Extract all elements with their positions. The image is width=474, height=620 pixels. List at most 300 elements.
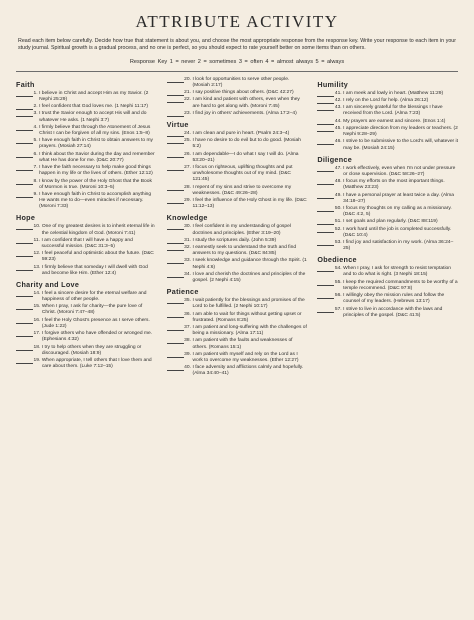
section-title: Faith xyxy=(16,79,35,89)
item-text: I am meek and lowly in heart. (Matthew 11:29) xyxy=(343,90,444,96)
item-number: 28. xyxy=(184,184,191,190)
item-number: 41. xyxy=(334,90,342,96)
item-number: 33. xyxy=(184,258,191,264)
list-item xyxy=(16,304,157,316)
item-text: I work hard until the job is completed successfully. (D&C 10:4) xyxy=(343,226,452,238)
item-text: I feel the Holy Ghost's presence as I serve others. (Jude 1:22) xyxy=(41,317,150,329)
item-text: When I pray, I ask for strength to resist temptation and to do what is right. (3 Nephi 18:15) xyxy=(343,266,451,278)
response-blank[interactable] xyxy=(167,131,193,137)
item-text: I have no desire to do evil but to do good. (Mosiah 5:2) xyxy=(192,138,301,150)
list-item xyxy=(167,224,308,236)
list-item xyxy=(16,265,157,277)
response-blank[interactable] xyxy=(16,224,42,236)
answer-line[interactable] xyxy=(317,307,334,313)
section xyxy=(16,213,157,277)
item-number: 29. xyxy=(184,198,191,204)
item-number: 39. xyxy=(184,351,191,357)
item-number: 36. xyxy=(184,311,191,317)
item-number: 17. xyxy=(33,331,41,337)
response-blank[interactable] xyxy=(167,185,193,197)
response-blank[interactable] xyxy=(16,192,39,210)
item-text: I know by the power of the Holy Ghost that the Book of Mormon is true. (Moroni 10:3–5) xyxy=(39,178,152,190)
item-number: 27. xyxy=(184,165,191,171)
item-text: I feel the influence of the Holy Ghost in my life. (D&C 11:12–13) xyxy=(192,198,307,210)
item-text: I set goals and plan regularly. (D&C 88:119) xyxy=(343,219,438,225)
section xyxy=(317,155,458,253)
item-text: I have enough faith in Christ to obtain answers to my prayers. (Mosiah 27:14) xyxy=(39,138,153,150)
item-number: 38. xyxy=(184,338,191,344)
item-number: 22. xyxy=(184,97,191,103)
item-text: I feel peaceful and optimistic about the future. (D&C 59:23) xyxy=(41,251,154,263)
list-item xyxy=(317,293,458,305)
item-number: 31. xyxy=(184,237,191,243)
response-blank[interactable] xyxy=(167,272,193,284)
item-text: I face adversity and afflictions calmly and hopefully. (Alma 34:40–41) xyxy=(192,365,304,377)
response-blank[interactable] xyxy=(317,193,343,205)
list-item xyxy=(167,165,308,183)
response-blank[interactable] xyxy=(16,345,42,357)
answer-line[interactable] xyxy=(16,138,33,144)
response-blank[interactable] xyxy=(167,338,193,350)
answer-line[interactable] xyxy=(16,152,33,158)
response-blank[interactable] xyxy=(167,198,193,210)
list-item xyxy=(317,179,458,191)
item-number: 50. xyxy=(334,205,342,211)
response-blank[interactable] xyxy=(16,104,39,110)
list-item xyxy=(16,91,157,103)
item-number: 18. xyxy=(33,344,41,350)
answer-line[interactable] xyxy=(16,304,33,310)
item-number: 1. xyxy=(33,90,38,96)
list-item xyxy=(167,298,308,310)
response-blank[interactable] xyxy=(317,126,343,138)
list-item xyxy=(16,291,157,303)
response-blank[interactable] xyxy=(16,179,39,191)
item-text: I trust the Savior enough to accept His will and do whatever He asks. (1 Nephi 3:7) xyxy=(39,111,147,123)
item-text: My prayers are earnest and sincere. (Enos 1:4) xyxy=(343,118,446,124)
list-item xyxy=(16,345,157,357)
list-item xyxy=(16,238,157,250)
item-number: 2. xyxy=(33,104,38,110)
answer-line[interactable] xyxy=(16,238,33,244)
item-text: I try to help others when they are struggling or discouraged. (Mosiah 18:9) xyxy=(41,344,142,356)
section xyxy=(317,80,458,152)
list-item xyxy=(16,104,157,110)
answer-line[interactable] xyxy=(317,139,334,145)
response-blank[interactable] xyxy=(317,105,343,117)
item-number: 24. xyxy=(184,131,191,137)
answer-line[interactable] xyxy=(167,272,184,278)
item-text: One of my greatest desires is to inherit eternal life in the celestial kingdom of God. (Moroni 7:41) xyxy=(41,224,155,236)
response-blank[interactable] xyxy=(16,152,39,164)
response-blank[interactable] xyxy=(16,304,42,316)
list-item xyxy=(167,77,308,89)
answer-line[interactable] xyxy=(16,345,33,351)
list-item xyxy=(167,152,308,164)
list-item xyxy=(167,352,308,364)
list-item xyxy=(317,98,458,104)
item-text: I repent of my sins and strive to overcome my weaknesses. (D&C 49:26–28) xyxy=(192,184,292,196)
list-item xyxy=(167,272,308,284)
item-text: I have a personal prayer at least twice a day. (Alma 34:18–27) xyxy=(343,192,454,204)
section-title: Diligence xyxy=(317,154,352,164)
answer-line[interactable] xyxy=(167,131,184,137)
item-text: I willingly obey the mission rules and follow the counsel of my leaders. (Hebrews 13:17) xyxy=(343,293,445,305)
response-blank[interactable] xyxy=(16,251,42,263)
answer-line[interactable] xyxy=(317,240,334,246)
list-item xyxy=(317,126,458,138)
item-number: 15. xyxy=(33,304,41,310)
list-item xyxy=(16,179,157,191)
item-number: 9. xyxy=(33,191,38,197)
list-item xyxy=(167,185,308,197)
item-number: 4. xyxy=(33,124,38,130)
item-number: 8. xyxy=(33,178,38,184)
response-blank[interactable] xyxy=(16,91,39,103)
list-item xyxy=(16,152,157,164)
columns xyxy=(16,77,458,381)
list-item xyxy=(167,198,308,210)
item-text: I believe in Christ and accept Him as my Savior. (2 Nephi 25:29) xyxy=(39,90,149,102)
answer-line[interactable] xyxy=(317,91,334,97)
list-item xyxy=(16,192,157,210)
item-text: I study the scriptures daily. (John 5:39) xyxy=(192,237,277,243)
answer-line[interactable] xyxy=(16,104,33,110)
section-title: Charity and Love xyxy=(16,279,80,289)
list-item xyxy=(317,266,458,278)
answer-line[interactable] xyxy=(16,224,33,230)
item-text: I strive to live in accordance with the laws and principles of the gospel. (D&C 41:5) xyxy=(343,306,443,318)
item-number: 57. xyxy=(334,306,342,312)
item-number: 3. xyxy=(33,111,38,117)
list-item xyxy=(167,97,308,109)
answer-line[interactable] xyxy=(167,325,184,331)
answer-line[interactable] xyxy=(16,331,33,337)
item-text: I earnestly seek to understand the truth and find answers to my questions. (D&C 84:85) xyxy=(192,245,297,257)
section xyxy=(167,120,308,210)
answer-line[interactable] xyxy=(317,166,334,172)
answer-line[interactable] xyxy=(167,224,184,230)
response-blank[interactable] xyxy=(167,352,193,364)
answer-line[interactable] xyxy=(167,77,184,83)
list-item xyxy=(317,219,458,225)
response-blank[interactable] xyxy=(167,245,193,257)
item-text: I am patient and long-suffering with the challenges of being a missionary. (Alma 17:11) xyxy=(192,324,307,337)
response-blank[interactable] xyxy=(16,125,39,137)
response-blank[interactable] xyxy=(16,318,42,330)
section xyxy=(16,280,157,370)
item-text: I work effectively, even when I'm not under pressure or close supervision. (D&C 58:26–27) xyxy=(343,165,456,177)
response-blank[interactable] xyxy=(317,119,343,125)
list-item xyxy=(16,358,157,370)
list-item xyxy=(16,318,157,330)
list-item xyxy=(317,91,458,97)
item-text: I feel confident that God loves me. (1 Nephi 11:17) xyxy=(39,104,149,110)
answer-line[interactable] xyxy=(317,219,334,225)
item-text: I find joy and satisfaction in my work. (Alma 36:24–25) xyxy=(343,239,454,252)
item-number: 12. xyxy=(33,251,41,257)
answer-line[interactable] xyxy=(16,165,33,171)
item-number: 11. xyxy=(33,237,40,243)
answer-line[interactable] xyxy=(167,90,184,96)
item-text: I am confident that I will have a happy and successful mission. (D&C 31:3–5) xyxy=(41,237,133,249)
response-blank[interactable] xyxy=(317,206,343,218)
answer-line[interactable] xyxy=(317,280,334,286)
section-title: Hope xyxy=(16,213,36,223)
item-number: 44. xyxy=(334,118,342,124)
response-blank[interactable] xyxy=(317,179,343,191)
answer-line[interactable] xyxy=(167,152,184,158)
item-text: I rely on the Lord for help. (Alma 26:12) xyxy=(343,98,429,104)
response-blank[interactable] xyxy=(167,165,193,183)
answer-line[interactable] xyxy=(167,298,184,304)
item-number: 14. xyxy=(33,290,41,296)
response-blank[interactable] xyxy=(317,307,343,319)
answer-line[interactable] xyxy=(167,365,184,371)
item-text: I feel confident in my understanding of gospel doctrines and principles. (Ether 3:19–20) xyxy=(192,224,291,236)
answer-line[interactable] xyxy=(16,358,33,364)
response-blank[interactable] xyxy=(167,90,193,96)
item-text: I am dependable—I do what I say I will do. (Alma 53:20–21) xyxy=(192,151,299,163)
item-number: 40. xyxy=(184,365,191,371)
response-blank[interactable] xyxy=(167,325,193,337)
response-blank[interactable] xyxy=(16,238,41,250)
item-number: 7. xyxy=(33,165,38,171)
section-title: Patience xyxy=(166,287,199,297)
answer-line[interactable] xyxy=(167,238,184,244)
response-blank[interactable] xyxy=(16,291,42,303)
answer-line[interactable] xyxy=(167,352,184,358)
list-item xyxy=(317,280,458,292)
answer-line[interactable] xyxy=(167,338,184,344)
list-item xyxy=(167,111,308,117)
section xyxy=(167,77,308,117)
item-number: 32. xyxy=(184,245,191,251)
list-item xyxy=(16,111,157,123)
answer-line[interactable] xyxy=(16,291,33,297)
item-text: I am patient with myself and rely on the Lord as I work to overcome my weaknesses. (Ether 12:27) xyxy=(192,351,299,363)
response-blank[interactable] xyxy=(167,111,193,117)
response-blank[interactable] xyxy=(16,138,39,150)
answer-line[interactable] xyxy=(317,105,334,111)
list-item xyxy=(317,193,458,205)
list-item xyxy=(317,307,458,319)
response-blank[interactable] xyxy=(317,98,343,104)
item-number: 49. xyxy=(334,192,342,198)
column-2 xyxy=(167,77,308,381)
answer-line[interactable] xyxy=(167,185,184,191)
item-number: 56. xyxy=(334,293,342,299)
item-text: I feel a sincere desire for the eternal welfare and happiness of other people. xyxy=(41,290,147,303)
response-blank[interactable] xyxy=(167,97,193,109)
response-blank[interactable] xyxy=(317,240,343,252)
list-item xyxy=(167,312,308,324)
list-item xyxy=(16,331,157,343)
item-text: I find joy in others' achievements. (Alma 17:2–4) xyxy=(192,110,297,116)
section-title: Knowledge xyxy=(166,213,208,223)
response-blank[interactable] xyxy=(167,224,193,236)
item-number: 55. xyxy=(334,279,342,285)
list-item xyxy=(317,227,458,239)
list-item xyxy=(317,206,458,218)
item-text: I am clean and pure in heart. (Psalm 24:3–4) xyxy=(192,131,290,137)
page-title: ATTRIBUTE ACTIVITY xyxy=(135,12,339,31)
list-item xyxy=(167,245,308,257)
response-blank[interactable] xyxy=(167,152,193,164)
item-text: I focus my thoughts on my calling as a missionary. (D&C 4:2, 5) xyxy=(343,205,452,218)
list-item xyxy=(317,105,458,117)
item-text: I focus on righteous, uplifting thoughts and put unwholesome thoughts out of my mind. (D&C 121:45) xyxy=(192,165,293,183)
list-item xyxy=(16,125,157,137)
list-item xyxy=(167,365,308,377)
item-number: 26. xyxy=(184,151,191,157)
answer-line[interactable] xyxy=(167,312,184,318)
item-text: When I pray, I ask for charity—the pure love of Christ. (Moroni 7:47–48) xyxy=(41,304,143,316)
response-blank[interactable] xyxy=(317,227,343,239)
section-title: Obedience xyxy=(317,255,357,265)
item-text: I am patient with the faults and weaknesses of others. (Romans 15:1) xyxy=(192,338,293,350)
section xyxy=(167,213,308,284)
answer-line[interactable] xyxy=(317,293,334,299)
item-text: I am sincerely grateful for the blessings I have received from the Lord. (Alma 7:23) xyxy=(343,105,443,117)
item-number: 53. xyxy=(334,239,342,245)
item-text: I appreciate direction from my leaders or teachers. (2 Nephi 9:28–29) xyxy=(343,125,458,138)
item-text: I have enough faith in Christ to accomplish anything He wants me to do—even miracles if necessary. (Moroni 7:33) xyxy=(39,191,152,210)
list-item xyxy=(317,166,458,178)
item-number: 37. xyxy=(184,324,191,330)
item-number: 54. xyxy=(334,266,342,272)
list-item xyxy=(167,338,308,350)
list-item xyxy=(167,238,308,244)
item-text: I am able to wait for things without getting upset or frustrated. (Romans 8:25) xyxy=(192,311,302,323)
answer-line[interactable] xyxy=(317,98,334,104)
answer-line[interactable] xyxy=(167,198,184,204)
list-item xyxy=(317,119,458,125)
answer-line[interactable] xyxy=(317,193,334,199)
item-number: 23. xyxy=(184,110,191,116)
answer-line[interactable] xyxy=(317,119,334,125)
answer-line[interactable] xyxy=(317,227,334,233)
item-text: I think about the Savior during the day and remember what He has done for me. (D&C 20:77) xyxy=(39,151,155,163)
response-blank[interactable] xyxy=(16,331,42,343)
item-text: I forgive others who have offended or wronged me. (Ephesians 4:32) xyxy=(41,331,153,343)
answer-line[interactable] xyxy=(167,111,184,117)
item-number: 51. xyxy=(334,219,342,225)
list-item xyxy=(167,90,308,96)
list-item xyxy=(167,138,308,150)
answer-line[interactable] xyxy=(317,206,334,212)
answer-line[interactable] xyxy=(16,91,33,97)
response-blank[interactable] xyxy=(317,266,343,278)
answer-line[interactable] xyxy=(16,251,33,257)
section-title: Humility xyxy=(317,79,349,89)
item-text: I focus my efforts on the most important things. (Matthew 23:23) xyxy=(343,179,445,191)
item-number: 34. xyxy=(184,271,191,277)
response-blank[interactable] xyxy=(16,111,39,123)
item-number: 25. xyxy=(184,138,191,144)
item-text: I strive to be submissive to the Lord's will, whatever it may be. (Mosiah 24:15) xyxy=(343,139,458,151)
response-blank[interactable] xyxy=(317,139,343,151)
column-3 xyxy=(317,77,458,381)
response-blank[interactable] xyxy=(317,219,343,225)
item-number: 48. xyxy=(334,179,342,185)
list-item xyxy=(317,139,458,151)
instructions: Read each item below carefully. Decide how true that statement is about you, and choose the most appropriate response from the response key. Write your response to each item in your study journal. Spiritual growth is a gradual process, and no one is perfect, so you should expect to rate yourself better on some items than on others. xyxy=(18,38,456,51)
item-number: 30. xyxy=(184,224,191,230)
answer-line[interactable] xyxy=(16,318,33,324)
answer-line[interactable] xyxy=(167,138,184,144)
answer-line[interactable] xyxy=(16,179,33,185)
divider xyxy=(16,71,458,72)
item-text: I look for opportunities to serve other people. (Mosiah 2:17) xyxy=(192,76,290,88)
response-blank[interactable] xyxy=(167,77,193,89)
item-text: I keep the required commandments to be worthy of a temple recommend. (D&C 97:8) xyxy=(343,279,458,291)
answer-line[interactable] xyxy=(167,165,184,171)
answer-line[interactable] xyxy=(317,126,334,132)
response-blank[interactable] xyxy=(317,280,343,292)
item-text: I love and cherish the doctrines and principles of the gospel. (2 Nephi 4:15) xyxy=(192,271,306,283)
list-item xyxy=(167,325,308,337)
item-text: I seek knowledge and guidance through the Spirit. (1 Nephi 4:6) xyxy=(192,258,307,270)
list-item xyxy=(167,131,308,137)
section xyxy=(167,287,308,377)
response-blank[interactable] xyxy=(167,298,193,310)
response-blank[interactable] xyxy=(16,165,39,177)
response-blank[interactable] xyxy=(167,312,193,324)
response-key: Response Key 1 = never 2 = sometimes 3 = often 4 = almost always 5 = always xyxy=(129,58,345,65)
item-number: 43. xyxy=(334,105,342,111)
list-item xyxy=(16,224,157,236)
item-text: I am kind and patient with others, even when they are hard to get along with. (Moroni 7:45) xyxy=(192,97,300,109)
item-number: 20. xyxy=(184,76,191,82)
answer-line[interactable] xyxy=(317,266,334,272)
item-number: 47. xyxy=(334,165,342,171)
answer-line[interactable] xyxy=(317,179,334,185)
response-blank[interactable] xyxy=(16,265,42,277)
item-text: I say positive things about others. (D&C 42:27) xyxy=(192,90,294,96)
item-number: 10. xyxy=(33,224,41,230)
response-blank[interactable] xyxy=(167,238,193,244)
response-blank[interactable] xyxy=(317,293,343,305)
item-number: 16. xyxy=(33,317,41,323)
answer-line[interactable] xyxy=(167,97,184,103)
answer-line[interactable] xyxy=(16,192,33,198)
list-item xyxy=(16,138,157,150)
response-blank[interactable] xyxy=(317,166,343,178)
response-blank[interactable] xyxy=(167,138,193,150)
item-number: 6. xyxy=(33,151,38,157)
answer-line[interactable] xyxy=(167,258,184,264)
answer-line[interactable] xyxy=(16,111,33,117)
response-blank[interactable] xyxy=(167,258,193,270)
item-number: 45. xyxy=(334,125,342,131)
item-text: I wait patiently for the blessings and promises of the Lord to be fulfilled. (2 Nephi 10:17) xyxy=(192,298,305,310)
response-blank[interactable] xyxy=(16,358,42,370)
item-text: I firmly believe that through the Atonement of Jesus Christ I can be forgiven of all my sins. (Enos 1:5–8) xyxy=(39,124,151,137)
list-item xyxy=(167,258,308,270)
answer-line[interactable] xyxy=(16,265,33,271)
response-blank[interactable] xyxy=(167,365,193,377)
item-number: 13. xyxy=(33,264,41,270)
list-item xyxy=(16,165,157,177)
answer-line[interactable] xyxy=(167,245,184,251)
response-blank[interactable] xyxy=(317,91,343,97)
item-number: 35. xyxy=(184,298,191,304)
section-title: Virtue xyxy=(166,120,189,130)
item-number: 21. xyxy=(184,90,191,96)
answer-line[interactable] xyxy=(16,125,33,131)
item-number: 5. xyxy=(33,138,38,144)
